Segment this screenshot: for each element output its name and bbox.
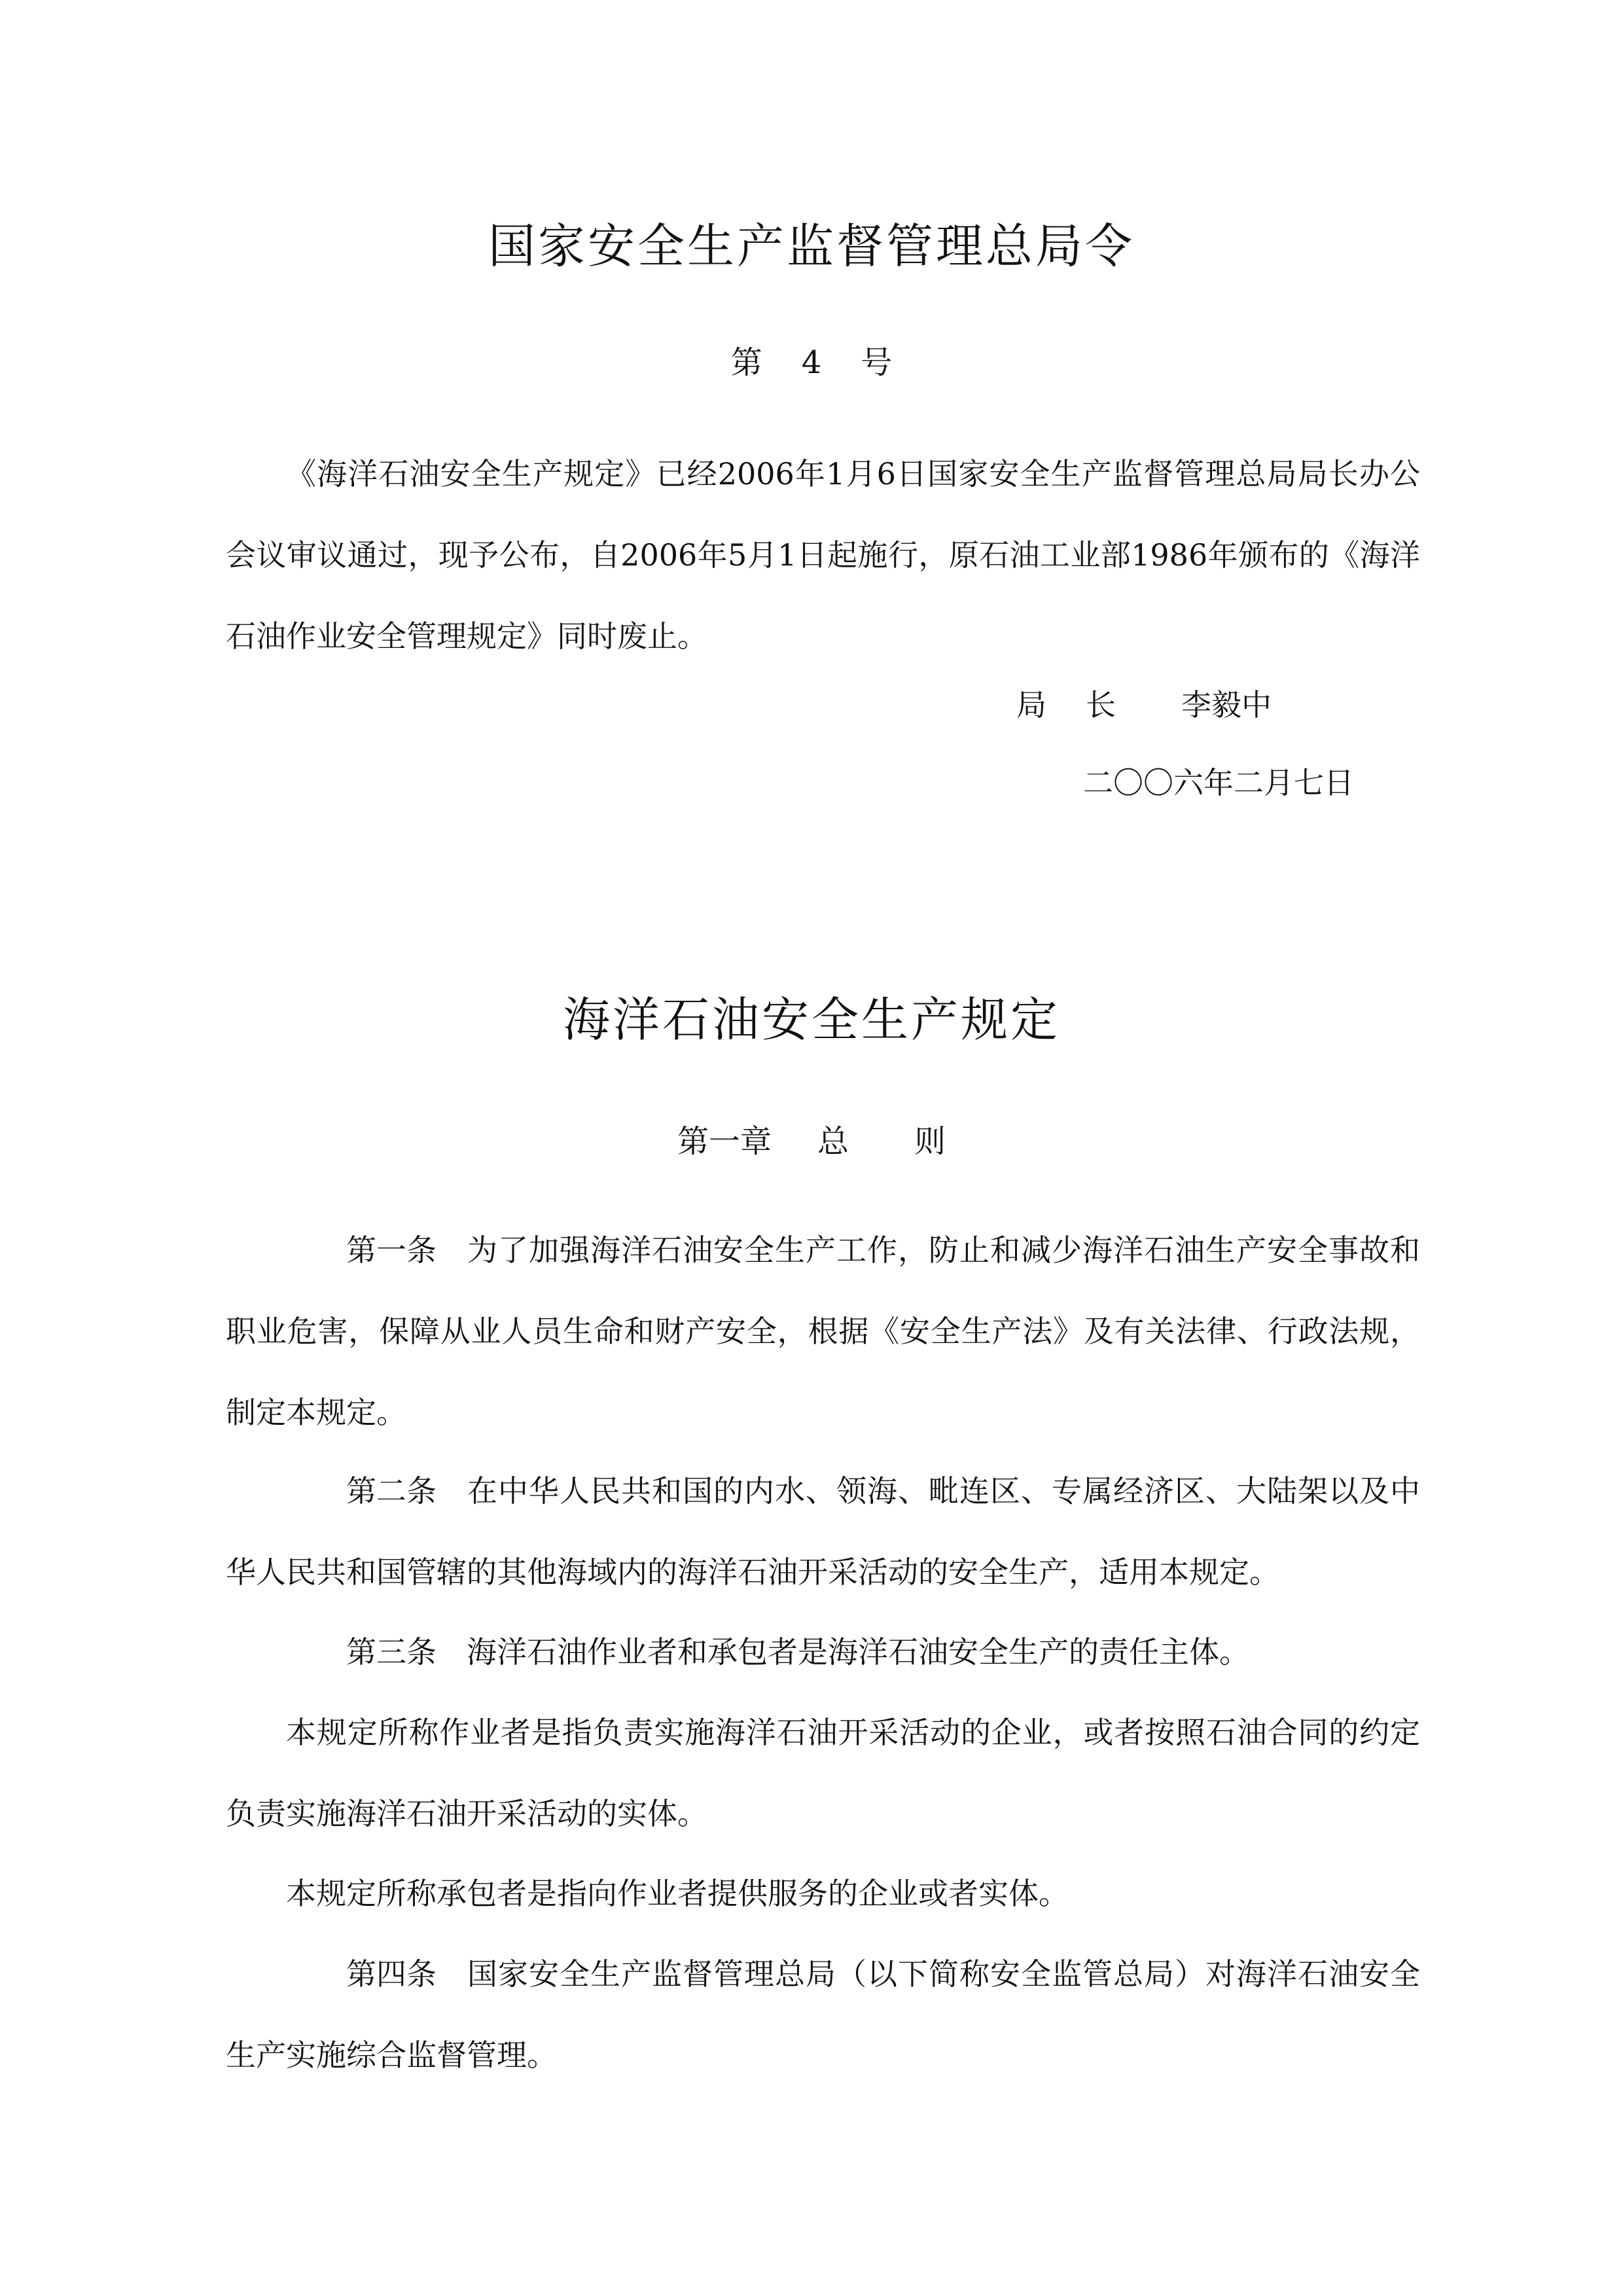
decree-number	[0, 337, 1623, 382]
article-1	[226, 1210, 1420, 1453]
paragraph-text: 本规定所称作业者是指负责实施海洋石油开采活动的企业，或者按照石油合同的约定负责实施海洋石油开采活动的实体。	[226, 1715, 1420, 1831]
regulation-title: 海洋石油安全生产规定	[562, 992, 1060, 1047]
signer-title-1: 局	[1016, 687, 1046, 723]
article-text: 在中华人民共和国的内水、领海、毗连区、专属经济区、大陆架以及中华人民共和国管辖的其他海域内的海洋石油开采活动的安全生产，适用本规定。	[226, 1473, 1420, 1590]
article-4	[226, 1933, 1420, 2096]
decree-number-prefix: 第	[730, 344, 762, 381]
article-label: 第四条	[346, 1956, 437, 1992]
article-text: 为了加强海洋石油安全生产工作，防止和减少海洋石油生产安全事故和职业危害，保障从业人员生命和财产安全，根据《安全生产法》及有关法律、行政法规，制定本规定。	[226, 1232, 1420, 1430]
chapter-name-2: 则	[914, 1123, 946, 1160]
article-label: 第三条	[346, 1634, 437, 1670]
article-3-para-2	[226, 1692, 1420, 1854]
paragraph-text: 本规定所称承包者是指向作业者提供服务的企业或者实体。	[286, 1876, 1069, 1911]
decree-body: 《海洋石油安全生产规定》已经2006年1月6日国家安全生产监督管理总局局长办公会议审议通过，现予公布，自2006年5月1日起施行，原石油工业部1986年颁布的《海洋石油作业安全管理规定》同时废止。	[226, 456, 1420, 654]
chapter-heading	[0, 1116, 1623, 1161]
chapter-name-1: 总	[817, 1123, 849, 1160]
article-2	[226, 1450, 1420, 1613]
article-label: 第二条	[346, 1473, 437, 1509]
decree-number-suffix: 号	[861, 344, 893, 381]
decree-date: 二〇〇六年二月七日	[1083, 765, 1354, 800]
article-text: 国家安全生产监督管理总局（以下简称安全监管总局）对海洋石油安全生产实施综合监督管理。	[226, 1956, 1420, 2073]
article-text: 海洋石油作业者和承包者是海洋石油安全生产的责任主体。	[467, 1634, 1249, 1670]
article-3	[226, 1611, 1420, 1693]
signer-name: 李毅中	[1181, 687, 1272, 723]
decree-number-value: 4	[801, 344, 822, 381]
signer-title-2: 长	[1086, 687, 1116, 723]
signer-line	[1016, 681, 1272, 725]
chapter-number: 第一章	[677, 1123, 772, 1160]
article-label: 第一条	[346, 1232, 437, 1268]
article-3-para-3	[226, 1853, 1420, 1934]
decree-title: 国家安全生产监督管理总局令	[488, 219, 1135, 274]
